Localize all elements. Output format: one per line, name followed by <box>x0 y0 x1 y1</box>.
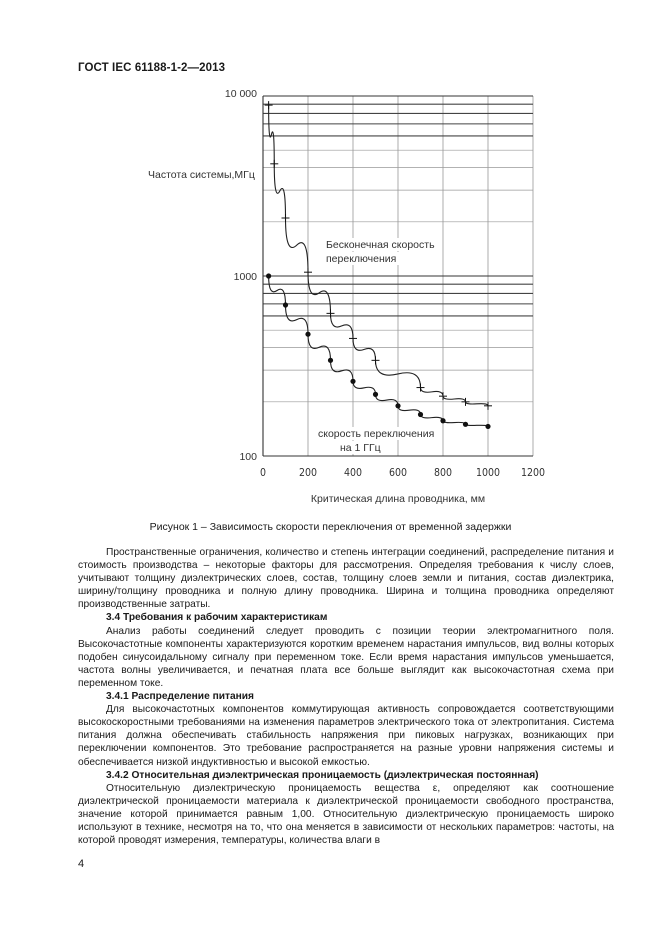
plus-marker <box>304 268 312 276</box>
document-header: ГОСТ IEC 61188-1-2—2013 <box>78 62 226 74</box>
y-axis-label: Частота системы,МГц <box>148 169 255 181</box>
y-tick-label: 1000 <box>233 271 257 283</box>
dot-marker <box>328 358 333 363</box>
chart-grid <box>263 96 533 456</box>
plus-marker <box>372 356 380 364</box>
x-tick-label: 400 <box>343 467 363 479</box>
plus-marker <box>282 214 290 222</box>
page-number: 4 <box>78 858 85 870</box>
paragraph-1: Пространственные ограничения, количество и степень интеграции соединений, распределение питания и стоимость производства – некоторые факторы для рассмотрения. Определяя требования к числу слоев, учитывают толщину диэлектрических слоев, состав, толщину слоев земли и питания, состав диэлектрика, ширину/толщину проводника и полную длину проводника. Ширина и толщина проводника определяют производственные затраты. <box>78 547 614 611</box>
plus-marker <box>349 334 357 342</box>
heading-3-4-1: 3.4.1 Распределение питания <box>106 691 255 703</box>
paragraph-4: Относительную диэлектрическую проницаемость вещества ε, определяют как соотношение диэлектрической проницаемости материала к диэлектрической проницаемости свободного пространства, значение которой принимается равным 1,00. Относительную диэлектрическую проницаемость широко используют в технике, несмотря на то, что она меняется в зависимости от нескольких параметров: частоты, на которой проводят измерения, температуры, количества влаги в <box>78 782 614 847</box>
dot-marker <box>395 403 400 408</box>
dot-marker <box>373 392 378 397</box>
dot-marker <box>485 424 490 429</box>
x-tick-label: 0 <box>259 467 267 479</box>
paragraph-3: Для высокочастотных компонентов коммутирующая активность сопровождается соответствующими высокоскоростными требованиями на изменения параметров электрического тока от электропитания. Система питания должна обеспечивать стабильность напряжения при пиковых нагрузках, возникающих при переключении компонентов. Это требование распространяется на разные уровни напряжения системы и обеспечивается низкой индуктивностью и высокой емкостью. <box>78 704 614 768</box>
x-tick-label: 200 <box>298 467 318 479</box>
dot-marker <box>283 302 288 307</box>
dot-marker <box>440 418 445 423</box>
plus-marker <box>417 384 425 392</box>
plus-marker <box>484 402 492 410</box>
series-curve-2 <box>269 276 488 426</box>
heading-3-4: 3.4 Требования к рабочим характеристикам <box>106 612 328 624</box>
y-tick-label: 100 <box>239 451 257 463</box>
figure-caption: Рисунок 1 – Зависимость скорости переключения от временной задержки <box>149 521 512 533</box>
dot-marker <box>463 422 468 427</box>
dot-marker <box>266 273 271 278</box>
paragraph-2: Анализ работы соединений следует проводить с позиции теории электромагнитного поля. Высокочастотные компоненты характеризуются коротким временем нарастания импульсов, вид волны которых подобен синусоидальному сигналу при переменном токе. Если время нарастания импульсов уменьшается, частота волны увеличивается, и печатная плата все больше выглядит как высокочастотная схема при переменном токе. <box>78 625 614 689</box>
x-tick-label: 1200 <box>520 467 546 479</box>
y-tick-label: 10 000 <box>224 88 257 100</box>
dot-marker <box>418 412 423 417</box>
heading-3-4-2: 3.4.2 Относительная диэлектрическая проницаемость (диэлектрическая постоянная) <box>106 769 539 781</box>
plus-marker <box>270 160 278 168</box>
chart-curves <box>269 105 488 426</box>
x-tick-label: 600 <box>388 467 408 479</box>
body-text <box>78 546 614 847</box>
plus-marker <box>265 101 273 109</box>
chart-annotations <box>316 238 436 454</box>
dot-marker <box>350 379 355 384</box>
annotation-upper: переключения <box>326 253 397 265</box>
x-tick-label: 1000 <box>475 467 501 479</box>
annotation-lower: скорость переключения <box>318 428 435 440</box>
x-axis-label: Критическая длина проводника, мм <box>310 493 486 505</box>
dot-marker <box>305 332 310 337</box>
annotation-upper: Бесконечная скорость <box>326 239 435 251</box>
x-tick-label: 800 <box>433 467 453 479</box>
annotation-lower: на 1 ГГц <box>340 442 381 454</box>
